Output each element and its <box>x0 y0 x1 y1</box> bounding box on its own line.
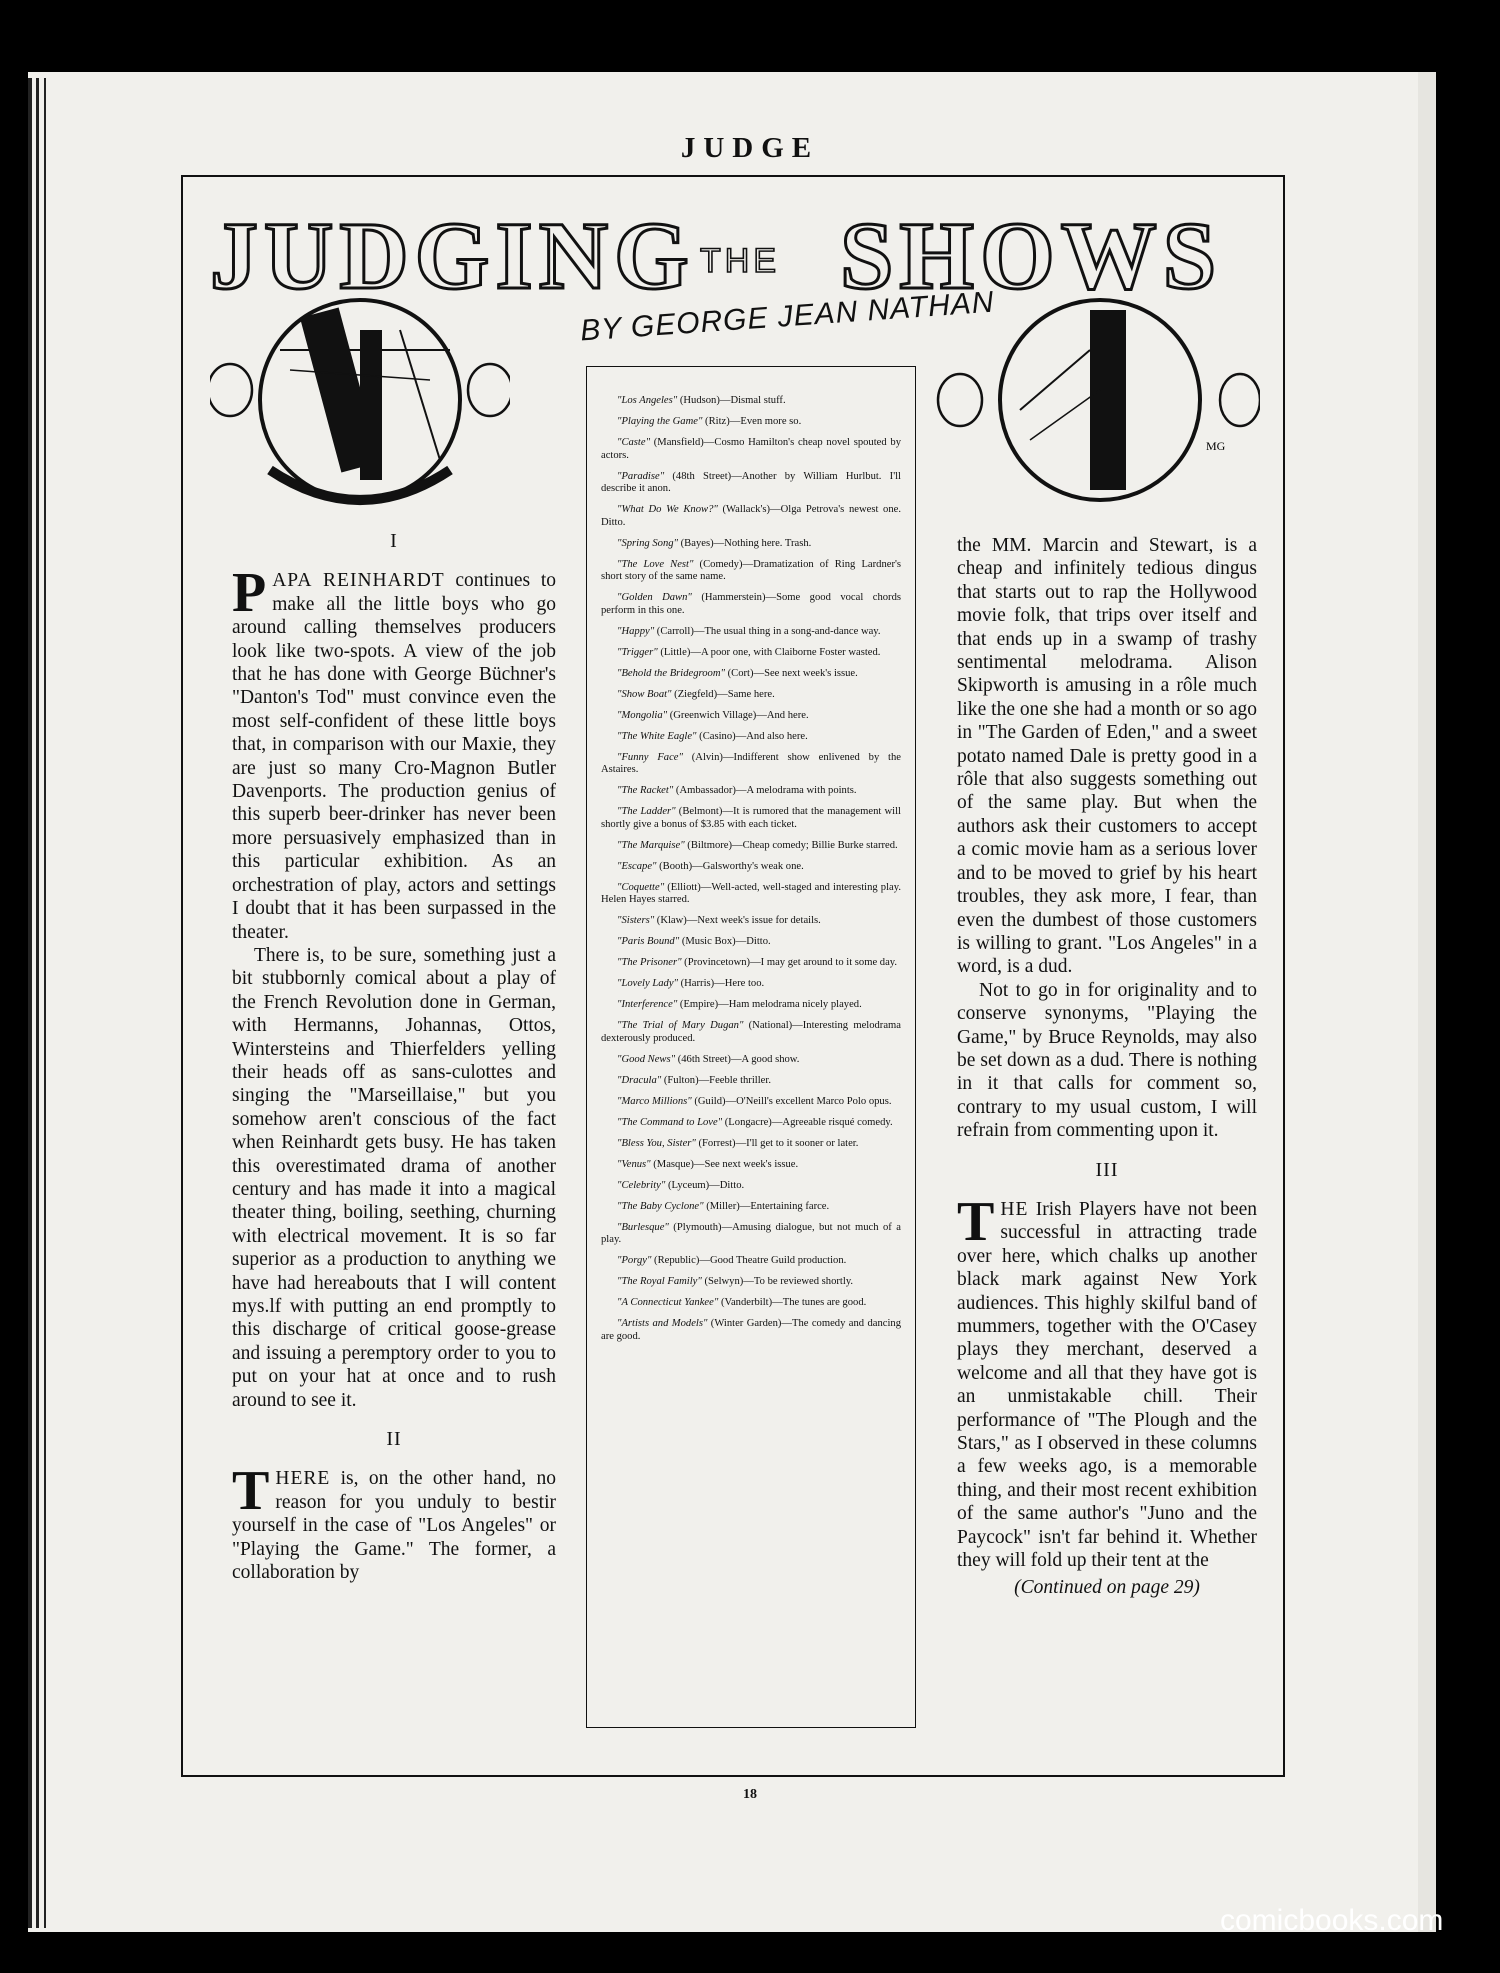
listing-review: (Ambassador)—A melodrama with points. <box>673 785 857 797</box>
listing-item <box>601 1201 901 1214</box>
listing-item <box>601 936 901 949</box>
listing-item <box>601 731 901 744</box>
listing-item <box>601 1096 901 1109</box>
listing-review: (Mansfield)—Cosmo Hamilton's cheap novel spouted by actors. <box>601 436 901 461</box>
listing-title: "Playing the Game" <box>617 415 703 427</box>
listing-item <box>601 416 901 429</box>
listing-title: "Dracula" <box>617 1074 662 1086</box>
listing-review: (Empire)—Ham melodrama nicely played. <box>677 999 862 1011</box>
listing-review: (Cort)—See next week's issue. <box>724 667 858 679</box>
page-edge <box>44 78 46 1928</box>
listing-item <box>601 647 901 660</box>
header-shows: SHOWS <box>840 202 1223 309</box>
listing-title: "Show Boat" <box>617 688 672 700</box>
byline: BY GEORGE JEAN NATHAN <box>579 285 996 348</box>
listing-review: (Klaw)—Next week's issue for details. <box>654 915 821 927</box>
paragraph: Not to go in for originality and to conserve synonyms, "Playing the Game," by Bruce Reynolds, may also be set down as a dud. There is nothing in it that calls for comment so, contrary to my usual custom, I will refrain from commenting upon it. <box>957 979 1257 1142</box>
listing-title: "Venus" <box>617 1158 651 1170</box>
column-right <box>957 534 1257 1600</box>
paragraph: There is, to be sure, something just a bit stubbornly comical about a play of the French Revolution done in German, with Hermanns, Johannas, Ottos, Wintersteins and Thierfelders yelling their heads off as sans-culottes and singing the "Marseillaise," but you somehow aren't conscious of the fact when Reinhardt gets busy. He has taken this overestimated drama of another century and has made it into a magical theater thing, boiling, seething, churning with electrical movement. It is so far superior as a production to anything we have had hereabouts that I will content mys.lf with putting an end promptly to this discharge of critical goose-grease and issuing a peremptory order to you to put on your hat at once and to rush around to see it. <box>232 944 556 1411</box>
listing-item <box>601 978 901 991</box>
listing-review: (Casino)—And also here. <box>696 730 808 742</box>
listing-review: (Plymouth)—Amusing dialogue, but not much of a play. <box>601 1221 901 1246</box>
listing-item <box>601 1222 901 1247</box>
listing-item <box>601 471 901 496</box>
listing-item <box>601 1054 901 1067</box>
listing-title: "The Ladder" <box>617 806 676 818</box>
listing-review: (Alvin)—Indifferent show enlivened by the Astaires. <box>601 751 901 776</box>
listing-item <box>601 861 901 874</box>
listing-review: (Bayes)—Nothing here. Trash. <box>678 537 812 549</box>
listing-title: "Happy" <box>617 625 655 637</box>
listing-item <box>601 1117 901 1130</box>
listing-item <box>601 1297 901 1310</box>
listing-title: "Escape" <box>617 860 657 872</box>
listing-review: (Greenwich Village)—And here. <box>667 709 809 721</box>
listing-title: "Marco Millions" <box>617 1095 692 1107</box>
paragraph: PAPA REINHARDT continues to make all the little boys who go around calling themselves producers look like two-spots. A view of the job that he has done with George Büchner's "Danton's Tod" must convince even the most self-confident of these little boys that, in comparison with our Maxie, they are just so many Cro-Magnon Butler Davenports. The production genius of this superb beer-drinker has never been more persuasively emphasized than in this particular exhibition. As an orchestration of play, actors and settings I doubt that it has been surpassed in the theater. <box>232 562 556 943</box>
listings-list <box>601 395 901 1344</box>
listing-title: "Funny Face" <box>617 751 683 763</box>
continued-note: (Continued on page 29) <box>1014 1577 1200 1599</box>
listing-title: "Artists and Models" <box>617 1318 708 1330</box>
listing-review: (Hammerstein)—Some good vocal chords perform in this one. <box>601 592 901 616</box>
listing-title: "What Do We Know?" <box>617 504 718 516</box>
listing-review: (Ritz)—Even more so. <box>702 415 802 427</box>
listing-title: "Lovely Lady" <box>617 978 678 990</box>
column-left <box>232 530 556 1584</box>
listing-item <box>601 1020 901 1045</box>
listing-review: (Miller)—Entertaining farce. <box>703 1200 830 1212</box>
listing-title: "The Racket" <box>617 785 674 797</box>
listing-review: (Harris)—Here too. <box>677 978 765 990</box>
listing-title: "The Marquise" <box>617 839 685 851</box>
listing-item <box>601 1075 901 1088</box>
listing-review: (Comedy)—Dramatization of Ring Lardner's short story of the same name. <box>601 558 901 583</box>
facing-page-strip <box>1418 72 1500 1932</box>
listing-review: (Elliott)—Well-acted, well-staged and interesting play. Helen Hayes starred. <box>601 881 901 906</box>
listing-title: "Paris Bound" <box>617 936 680 948</box>
listing-item <box>601 840 901 853</box>
listing-item <box>601 689 901 702</box>
listing-review: (46th Street)—A good show. <box>675 1053 800 1065</box>
watermark: comicbooks.com <box>1220 1904 1444 1937</box>
page-number: 18 <box>743 1787 757 1802</box>
listing-item <box>601 626 901 639</box>
listing-review: (Forrest)—I'll get to it sooner or later. <box>695 1137 859 1149</box>
listing-title: "Spring Song" <box>617 537 678 549</box>
listing-title: "The Royal Family" <box>617 1276 702 1288</box>
listing-title: "The Love Nest" <box>617 558 694 570</box>
header-judging: JUDGING <box>210 202 695 309</box>
listing-review: (Provincetown)—I may get around to it some day. <box>681 957 898 969</box>
listing-item <box>601 1180 901 1193</box>
listing-review: (Vanderbilt)—The tunes are good. <box>718 1297 867 1309</box>
tragedy-mask-icon <box>938 374 982 426</box>
listing-title: "The Baby Cyclone" <box>617 1200 704 1212</box>
listing-item <box>601 395 901 408</box>
listing-review: (Lyceum)—Ditto. <box>665 1179 745 1191</box>
tragedy-mask-icon <box>468 364 510 416</box>
listing-item <box>601 504 901 529</box>
listing-title: "Los Angeles" <box>617 395 678 406</box>
listing-review: (Longacre)—Agreeable risqué comedy. <box>722 1116 893 1128</box>
listing-title: "Trigger" <box>617 646 658 658</box>
listing-review: (Ziegfeld)—Same here. <box>671 688 775 700</box>
comedy-mask-icon <box>210 364 252 416</box>
listing-review: (Carroll)—The usual thing in a song-and-dance way. <box>654 625 881 637</box>
listing-title: "Behold the Bridegroom" <box>617 667 725 679</box>
listing-item <box>601 1255 901 1268</box>
listing-title: "Caste" <box>617 436 651 448</box>
listing-review: (Fulton)—Feeble thriller. <box>661 1074 771 1086</box>
paragraph: THERE is, on the other hand, no reason for you unduly to bestir yourself in the case of "Los Angeles" or "Playing the Game." The former, a collaboration by <box>232 1460 556 1584</box>
listing-title: "Celebrity" <box>617 1179 666 1191</box>
section-heading: I <box>390 530 398 552</box>
listing-item <box>601 957 901 970</box>
theater-listings-box <box>586 366 916 1728</box>
listing-title: "Interference" <box>617 999 678 1011</box>
listing-review: (Republic)—Good Theatre Guild production. <box>651 1255 847 1267</box>
listing-title: "Mongolia" <box>617 709 668 721</box>
listing-title: "Coquette" <box>617 881 665 893</box>
listing-review: (Music Box)—Ditto. <box>679 936 771 948</box>
listing-title: "Paradise" <box>617 470 665 482</box>
listing-title: "The Prisoner" <box>617 957 682 969</box>
listing-item <box>601 437 901 462</box>
listing-review: (Masque)—See next week's issue. <box>650 1158 799 1170</box>
left-dancer-illustration <box>210 290 510 510</box>
listing-item <box>601 592 901 617</box>
section-heading: III <box>1095 1158 1119 1181</box>
listing-title: "Porgy" <box>617 1255 652 1267</box>
magazine-title: JUDGE <box>680 132 820 164</box>
section-heading: II <box>386 1428 402 1451</box>
listing-title: "Sisters" <box>617 915 655 927</box>
listing-review: (National)—Interesting melodrama dexterously produced. <box>601 1020 901 1044</box>
listing-title: "Burlesque" <box>617 1221 669 1233</box>
listing-review: (Booth)—Galsworthy's weak one. <box>656 860 804 872</box>
listing-item <box>601 1276 901 1289</box>
header-the: THE <box>700 242 780 280</box>
listing-title: "The Command to Love" <box>617 1116 723 1128</box>
paragraph: the MM. Marcin and Stewart, is a cheap and infinitely tedious dingus that starts out to rap the Hollywood movie folk, that trips over itself and that ends up in a swamp of trashy sentimental melodrama. Alison Skipworth is amusing in a rôle much like the one she had a month or so ago in "The Garden of Eden," and a sweet potato named Dale is pretty good in a rôle that also suggests something out of the same play. But when the authors ask their customers to accept a comic movie ham as a serious lover and to be moved to grief by his heart troubles, they ask more, I fear, than even the dumbest of those customers is willing to grant. "Los Angeles" in a word, is a dud. <box>957 535 1257 978</box>
listing-review: (Little)—A poor one, with Claiborne Foster wasted. <box>657 646 881 658</box>
listing-title: "A Connecticut Yankee" <box>617 1297 719 1309</box>
listing-title: "Golden Dawn" <box>617 592 692 604</box>
listing-review: (Wallack's)—Olga Petrova's newest one. Ditto. <box>601 504 902 528</box>
listing-item <box>601 752 901 777</box>
listing-title: "The Trial of Mary Dugan" <box>617 1020 744 1032</box>
listing-review: (Guild)—O'Neill's excellent Marco Polo opus. <box>691 1095 892 1107</box>
listing-review: (Selwyn)—To be reviewed shortly. <box>701 1276 854 1288</box>
listing-item <box>601 668 901 681</box>
listing-item <box>601 806 901 831</box>
listing-review: (Biltmore)—Cheap comedy; Billie Burke starred. <box>684 839 898 851</box>
listing-review: (48th Street)—Another by William Hurlbut. I'll describe it anon. <box>601 470 901 495</box>
listing-review: (Winter Garden)—The comedy and dancing are good. <box>601 1318 901 1342</box>
listing-title: "Good News" <box>617 1053 676 1065</box>
page-edge <box>28 78 32 1928</box>
listing-item <box>601 1159 901 1172</box>
listing-item <box>601 710 901 723</box>
listing-item <box>601 1318 901 1343</box>
listing-item <box>601 915 901 928</box>
listing-item <box>601 559 901 584</box>
listing-review: (Hudson)—Dismal stuff. <box>677 395 786 406</box>
listing-review: (Belmont)—It is rumored that the management will shortly give a bonus of $3.85 with each ticket. <box>601 806 901 830</box>
page-edge <box>36 78 39 1928</box>
right-dancer-illustration <box>930 290 1260 510</box>
listing-item <box>601 999 901 1012</box>
paragraph: THE Irish Players have not been successful in attracting trade over here, which chalks up another black mark against New York audiences. This highly skilful band of mummers, together with the O'Casey plays they merchant, deserved a welcome and all that they have got is an unmistakable chill. Their performance of "The Plough and the Stars," as I observed in these columns a few weeks ago, is a memorable thing, and their most recent exhibition of the same author's "Juno and the Paycock" isn't far behind it. Whether they will fold up their tent at the <box>957 1190 1257 1572</box>
listing-item <box>601 882 901 907</box>
artist-signature: MG <box>1206 439 1226 453</box>
comedy-mask-icon <box>1220 374 1260 426</box>
listing-title: "The White Eagle" <box>617 730 697 742</box>
listing-item <box>601 785 901 798</box>
listing-item <box>601 1138 901 1151</box>
listing-item <box>601 538 901 551</box>
listing-title: "Bless You, Sister" <box>617 1137 696 1149</box>
